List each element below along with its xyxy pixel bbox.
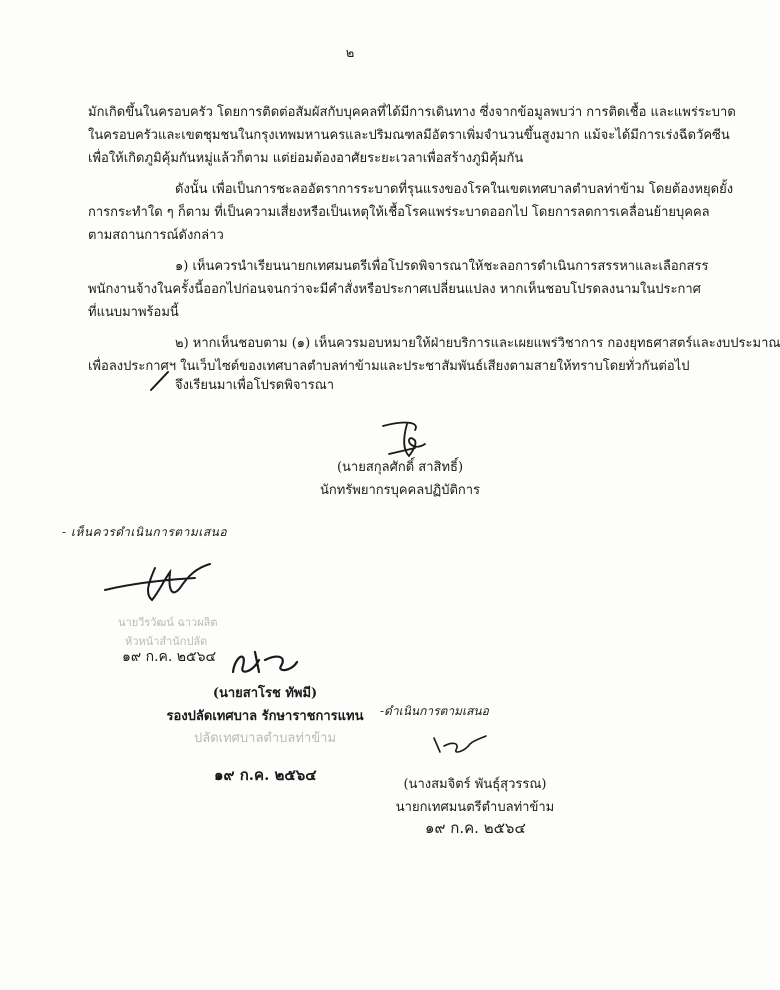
paragraph-line: ๒) หากเห็นชอบตาม (๑) เห็นควรมอบหมายให้ฝ่ายบริการและเผยแพร่วิชาการ กองยุทธศาสตร์และงบประมาณ	[175, 336, 780, 351]
paragraph-line: การกระทำใด ๆ ก็ตาม ที่เป็นความเสี่ยงหรือเป็นเหตุให้เชื้อโรคแพร่ระบาดออกไป โดยการลดการเคลื่อนย้ายบุคคล	[88, 205, 710, 220]
signer2-faint-line: ปลัดเทศบาลตำบลท่าข้าม	[193, 731, 337, 746]
signer1-name: (นายสกุลศักดิ์ สาสิทธิ์)	[336, 460, 464, 475]
paragraph-line: ตามสถานการณ์ดังกล่าว	[88, 228, 224, 243]
signer3-date: ๑๙ ก.ค. ๒๕๖๔	[425, 819, 526, 837]
signer2-position: รองปลัดเทศบาล รักษาราชการแทน	[166, 709, 364, 724]
signature	[375, 418, 445, 463]
page-number: ๒	[345, 46, 355, 61]
signature	[100, 560, 230, 605]
paragraph-line: เพื่อลงประกาศฯ ในเว็บไซต์ของเทศบาลตำบลท่าข้ามและประชาสัมพันธ์เสียงตามสายให้ทราบโดยทั่วกันต่อไป	[88, 359, 690, 374]
signer1-position: นักทรัพยากรบุคคลปฏิบัติการ	[319, 483, 481, 498]
paragraph-line: ที่แนบมาพร้อมนี้	[88, 305, 179, 320]
handwritten-note: - เห็นควรดำเนินการตามเสนอ	[62, 525, 228, 539]
paragraph-line: ในครอบครัวและเขตชุมชนในกรุงเทพมหานครและปริมณฑลมีอัตราเพิ่มจำนวนขึ้นสูงมาก แม้จะได้มีการเร่งฉีดวัคซีน	[88, 128, 730, 143]
check-mark-icon	[148, 368, 172, 394]
paragraph-line: เพื่อให้เกิดภูมิคุ้มกันหมู่แล้วก็ตาม แต่ย่อมต้องอาศัยระยะเวลาเพื่อสร้างภูมิคุ้มกัน	[88, 151, 524, 166]
signature	[430, 730, 490, 760]
faint-stamp-date: ๑๙ ก.ค. ๒๕๖๔	[122, 649, 217, 665]
closing-line: จึงเรียนมาเพื่อโปรดพิจารณา	[175, 378, 335, 393]
paragraph-line: พนักงานจ้างในครั้งนี้ออกไปก่อนจนกว่าจะมีคำสั่งหรือประกาศเปลี่ยนแปลง หากเห็นชอบโปรดลงนามในประกาศ	[88, 282, 701, 297]
paragraph-line: ดังนั้น เพื่อเป็นการชะลออัตราการระบาดที่รุนแรงของโรคในเขตเทศบาลตำบลท่าข้าม โดยต้องหยุดยั้ง	[175, 182, 734, 197]
signer3-name: (นางสมจิตร์ พันธุ์สุวรรณ)	[403, 777, 547, 792]
paragraph-line: ๑) เห็นควรนำเรียนนายกเทศมนตรีเพื่อโปรดพิจารณาให้ชะลอการดำเนินการสรรหาและเลือกสรร	[175, 259, 709, 274]
faint-stamp-name: นายวีรวัฒน์ ฉาวผลิต	[118, 616, 218, 629]
handwritten-note: -ดำเนินการตามเสนอ	[380, 704, 489, 718]
faint-stamp-position: หัวหน้าสำนักปลัด	[125, 635, 208, 648]
signer3-position: นายกเทศมนตรีตำบลท่าข้าม	[395, 800, 555, 815]
paragraph-line: มักเกิดขึ้นในครอบครัว โดยการติดต่อสัมผัสกับบุคคลที่ได้มีการเดินทาง ซึ่งจากข้อมูลพบว่า การติดเชื้อ และแพร่ระบาด	[88, 105, 736, 120]
signer2-date: ๑๙ ก.ค. ๒๕๖๔	[214, 766, 317, 784]
signature	[225, 642, 305, 682]
signer2-name: (นายสาโรช ทัพมี)	[212, 686, 318, 701]
